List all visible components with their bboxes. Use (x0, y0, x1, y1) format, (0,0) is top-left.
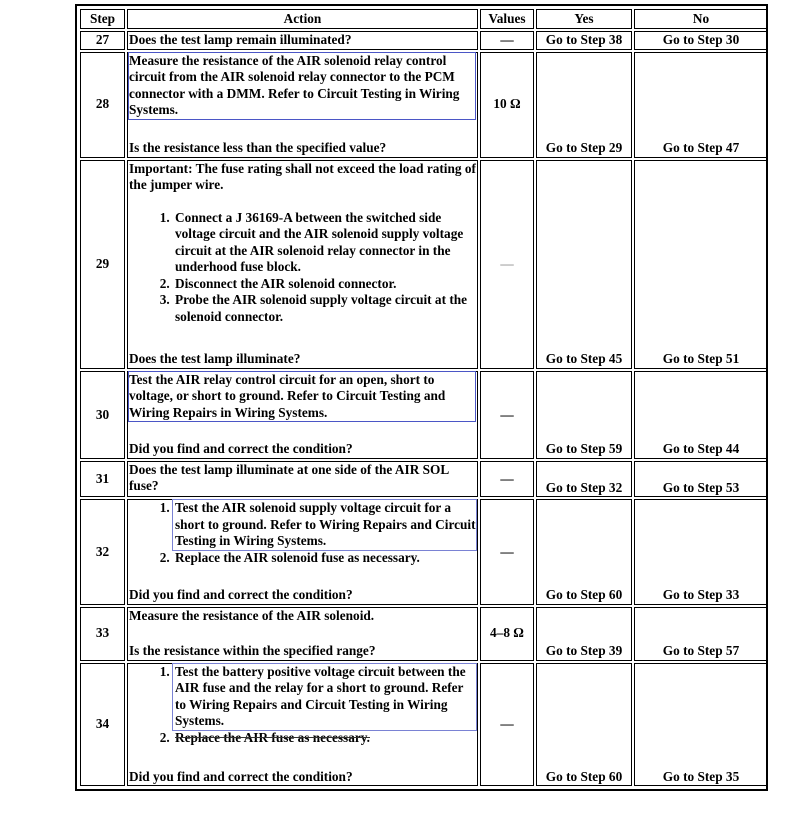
no-cell: Go to Step 53 (634, 461, 768, 497)
table-row (80, 160, 768, 369)
action-text-box (128, 371, 476, 423)
diagnostic-table (78, 7, 770, 788)
table-row (80, 607, 768, 661)
table-row (80, 31, 768, 50)
action-cell (127, 31, 478, 50)
action-cell (127, 499, 478, 605)
value-cell: — (480, 31, 534, 50)
important-note: Important: The fuse rating shall not exceed the load rating of the jumper wire. (129, 160, 476, 192)
action-text-box (128, 52, 476, 120)
action-question: Did you find and correct the condition? (129, 587, 353, 603)
action-list (129, 664, 476, 747)
no-cell: Go to Step 51 (634, 160, 768, 369)
action-question: Does the test lamp illuminate? (129, 351, 301, 367)
no-cell: Go to Step 35 (634, 663, 768, 786)
action-question: Did you find and correct the condition? (129, 441, 353, 457)
value-cell: — (480, 461, 534, 497)
step-number: 29 (80, 160, 125, 369)
table-row (80, 52, 768, 158)
action-cell (127, 371, 478, 459)
value-cell: 4–8 Ω (480, 607, 534, 661)
table-row (80, 461, 768, 497)
list-item: 1. Test the AIR solenoid supply voltage circuit for a short to ground. Refer to Wiring Repairs and Circuit Testing in Wiring Systems. (173, 500, 476, 550)
yes-cell: Go to Step 29 (536, 52, 632, 158)
action-cell (127, 663, 478, 786)
yes-cell: Go to Step 60 (536, 663, 632, 786)
action-cell (127, 461, 478, 497)
action-cell (127, 160, 478, 369)
step-number: 32 (80, 499, 125, 605)
value-cell: — (480, 371, 534, 459)
header-no: No (634, 9, 768, 29)
step-number: 28 (80, 52, 125, 158)
action-list (129, 210, 476, 326)
header-step: Step (80, 9, 125, 29)
list-item: 2. Replace the AIR solenoid fuse as necessary. (173, 550, 476, 567)
list-item: 1. Test the battery positive voltage circuit between the AIR fuse and the relay for a short to ground. Refer to Wiring Repairs and Circuit Testing in Wiring Systems. (173, 664, 476, 730)
action-cell (127, 52, 478, 158)
list-item: 2. Disconnect the AIR solenoid connector. (173, 276, 476, 293)
action-list (129, 500, 476, 566)
value-cell: 10 Ω (480, 52, 534, 158)
yes-cell: Go to Step 60 (536, 499, 632, 605)
no-cell: Go to Step 30 (634, 31, 768, 50)
value-cell: — (480, 499, 534, 605)
no-cell: Go to Step 57 (634, 607, 768, 661)
no-cell: Go to Step 47 (634, 52, 768, 158)
action-question: Does the test lamp remain illuminated? (129, 31, 352, 47)
value-cell: — (480, 160, 534, 369)
diagnostic-table-frame (75, 4, 768, 791)
step-number: 31 (80, 461, 125, 497)
list-item: 2. Replace the AIR fuse as necessary. (173, 730, 476, 747)
action-cell (127, 607, 478, 661)
no-cell: Go to Step 33 (634, 499, 768, 605)
step-number: 30 (80, 371, 125, 459)
table-row (80, 499, 768, 605)
step-number: 34 (80, 663, 125, 786)
step-number: 33 (80, 607, 125, 661)
header-action: Action (127, 9, 478, 29)
action-question: Is the resistance within the specified range? (129, 643, 376, 659)
action-text: Test the AIR relay control circuit for an open, short to voltage, or short to ground. Refer to Circuit Testing and Wiring Repairs in Wiring Systems. (129, 371, 446, 420)
header-yes: Yes (536, 9, 632, 29)
value-cell: — (480, 663, 534, 786)
action-question: Did you find and correct the condition? (129, 768, 353, 784)
table-row (80, 371, 768, 459)
table-row (80, 663, 768, 786)
yes-cell: Go to Step 32 (536, 461, 632, 497)
yes-cell: Go to Step 38 (536, 31, 632, 50)
yes-cell: Go to Step 45 (536, 160, 632, 369)
step-number: 27 (80, 31, 125, 50)
action-question: Does the test lamp illuminate at one side of the AIR SOL fuse? (129, 461, 449, 494)
list-item: 3. Probe the AIR solenoid supply voltage circuit at the solenoid connector. (173, 292, 476, 325)
yes-cell: Go to Step 39 (536, 607, 632, 661)
action-question: Is the resistance less than the specified value? (129, 140, 387, 155)
list-item: 1. Connect a J 36169-A between the switched side voltage circuit and the AIR solenoid supply voltage circuit at the AIR solenoid relay connector in the underhood fuse block. (173, 210, 476, 276)
header-values: Values (480, 9, 534, 29)
yes-cell: Go to Step 59 (536, 371, 632, 459)
action-text: Measure the resistance of the AIR solenoid. (129, 607, 375, 623)
no-cell: Go to Step 44 (634, 371, 768, 459)
action-text: Measure the resistance of the AIR solenoid relay control circuit from the AIR solenoid relay connector to the PCM connector with a DMM. Refer to Circuit Testing in Wiring Systems. (129, 52, 460, 118)
header-row (80, 9, 768, 29)
